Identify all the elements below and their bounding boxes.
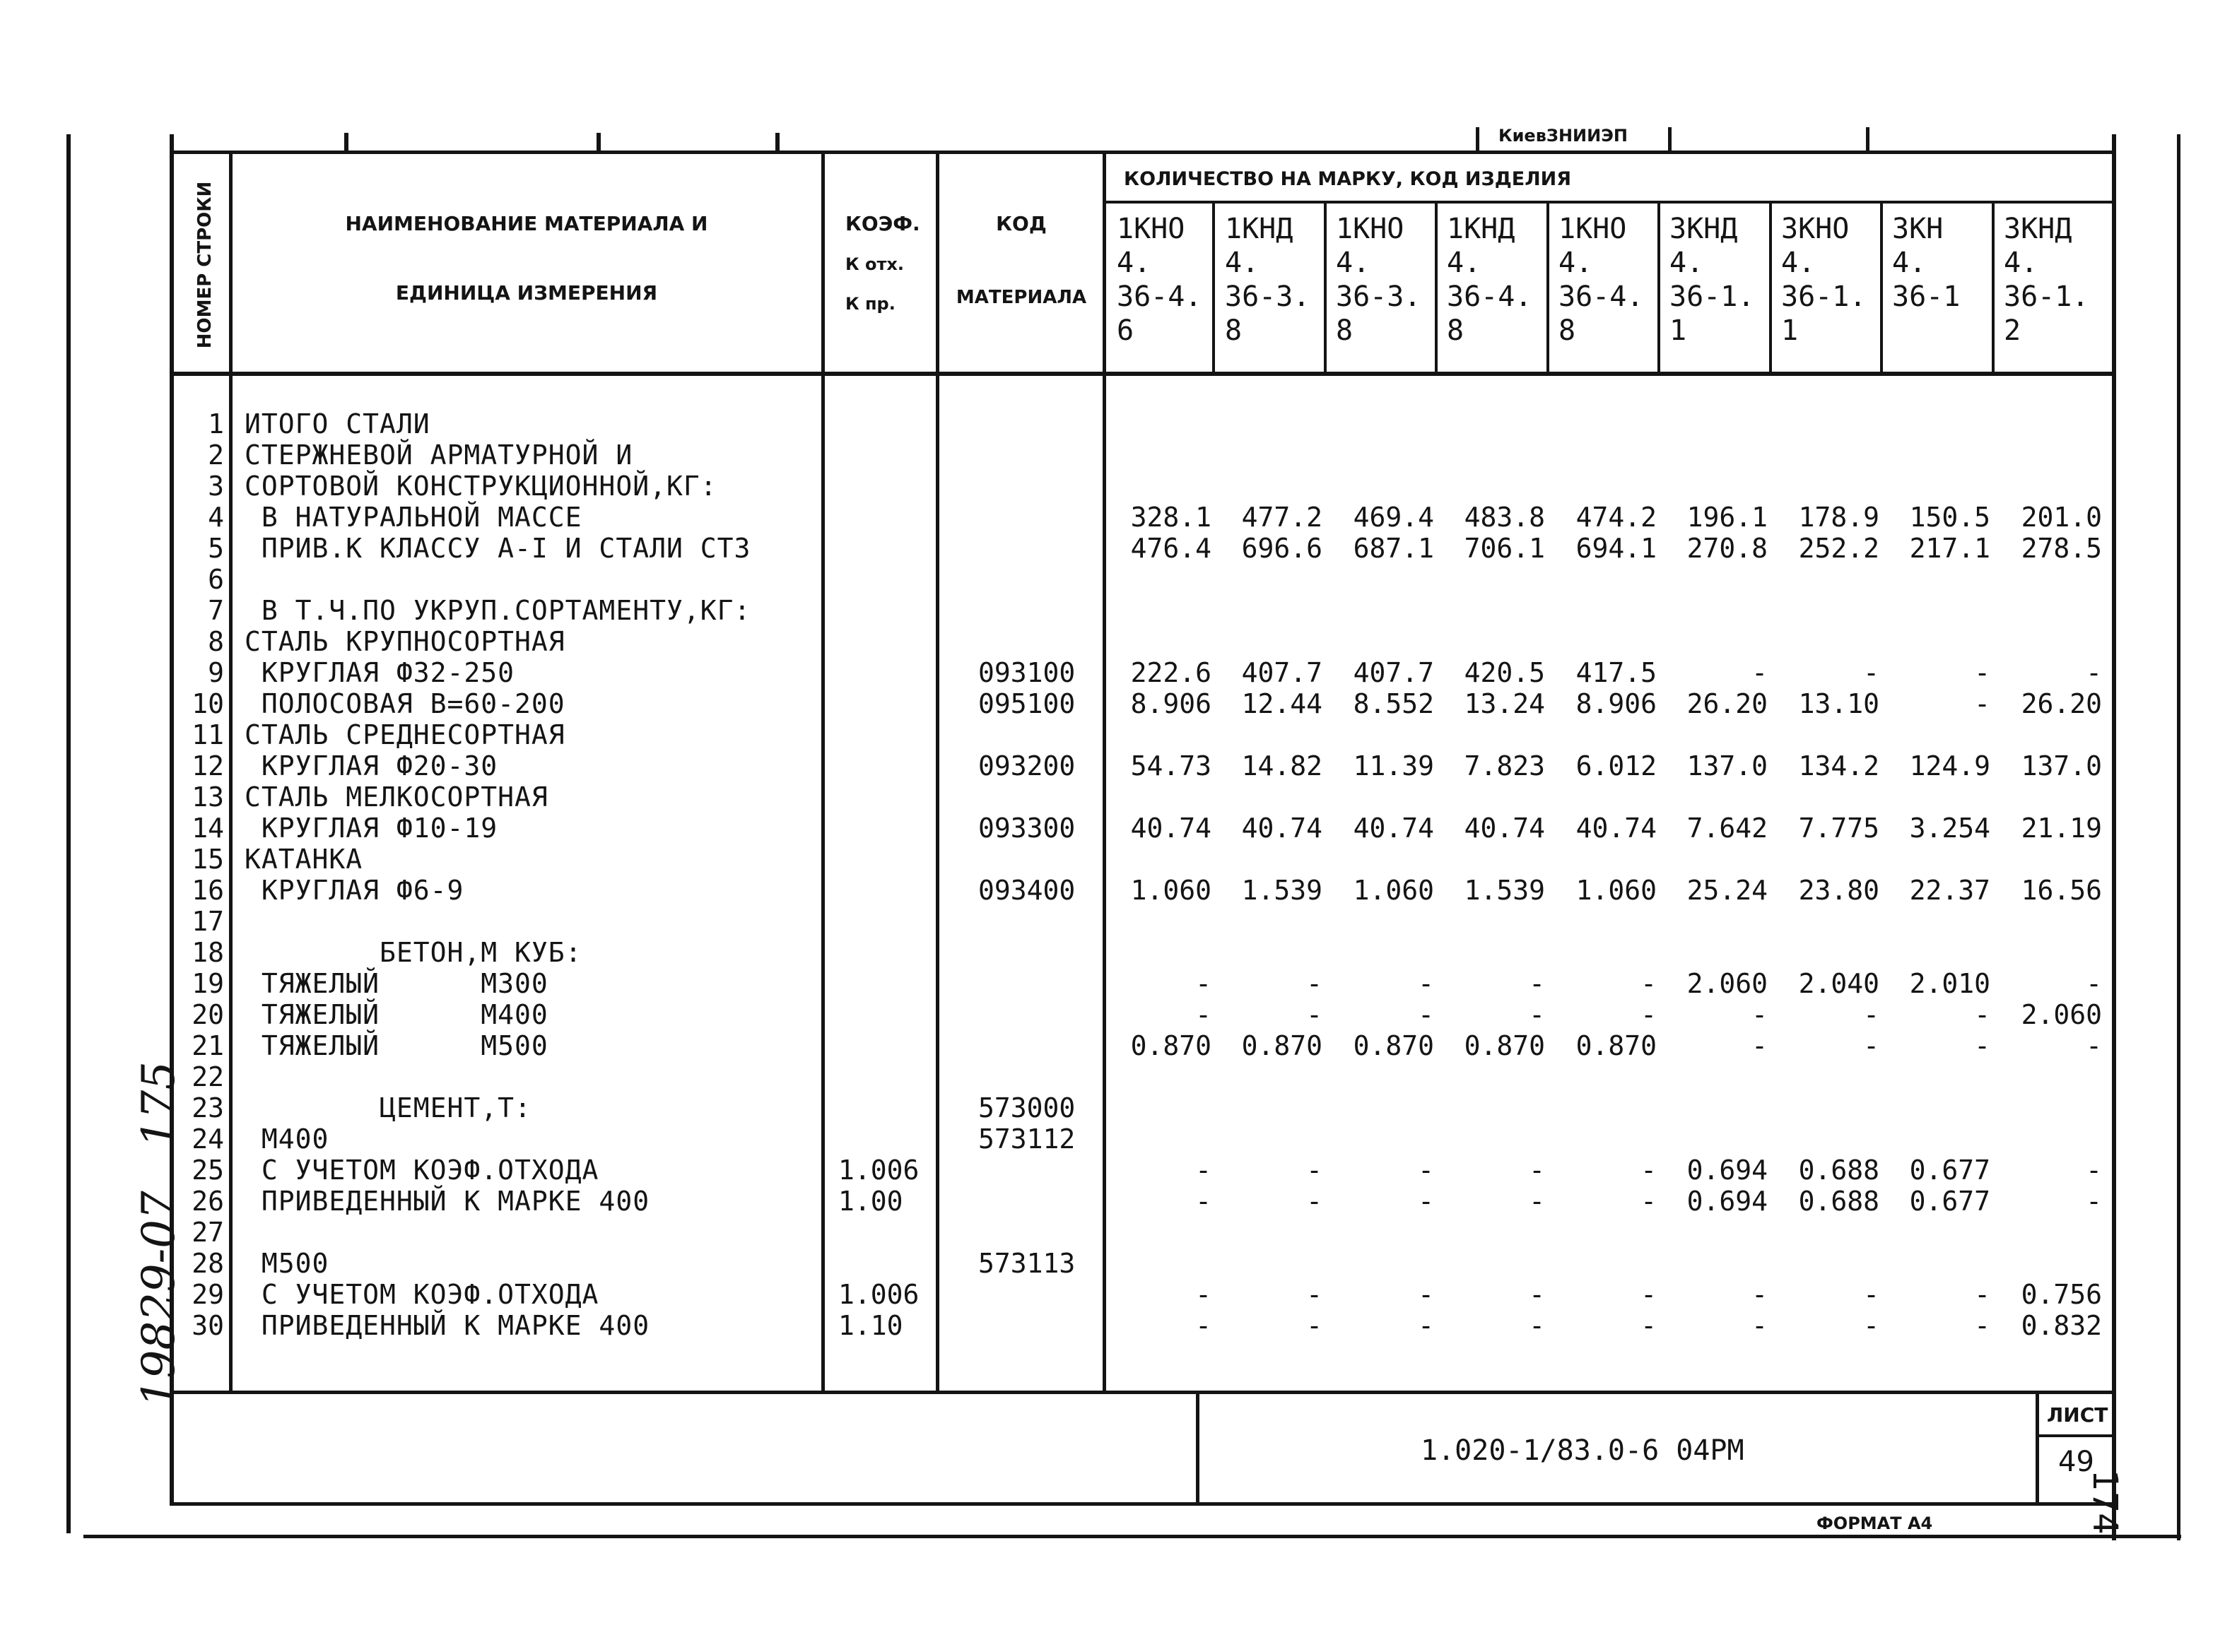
row-number: 10: [192, 688, 224, 719]
row-value: 1.539: [1241, 875, 1322, 906]
row-material-code: 093300: [978, 813, 1076, 844]
row-number: 25: [192, 1155, 224, 1186]
row-value: -: [1751, 1310, 1768, 1341]
product-col-7: 3КНО 4. 36-1. 1: [1781, 213, 1867, 347]
row-value: 8.906: [1575, 688, 1657, 719]
row-value: -: [1640, 999, 1657, 1030]
row-value: 417.5: [1575, 657, 1657, 688]
row-number: 7: [208, 595, 224, 626]
row-value: 7.642: [1686, 813, 1768, 844]
format-label: ФОРМАТ А4: [1816, 1514, 1933, 1533]
row-value: 0.756: [2021, 1279, 2102, 1310]
right-page-number: 174: [2085, 1470, 2125, 1535]
header-bottom-line: [170, 372, 2115, 376]
frame-top-tick-3: [775, 133, 780, 154]
row-value: 40.74: [1575, 813, 1657, 844]
row-value: 12.44: [1241, 688, 1322, 719]
row-value: -: [1529, 1155, 1545, 1186]
row-name: ПРИВЕДЕННЫЙ К МАРКЕ 400: [245, 1186, 650, 1217]
row-value: -: [1640, 968, 1657, 999]
row-value: -: [1751, 657, 1768, 688]
row-value: 483.8: [1464, 502, 1545, 533]
row-number: 4: [208, 502, 224, 533]
row-value: 178.9: [1798, 502, 1879, 533]
row-value: 137.0: [1686, 750, 1768, 781]
row-value: -: [1418, 968, 1434, 999]
row-material-code: 093200: [978, 750, 1076, 781]
row-value: 328.1: [1130, 502, 1211, 533]
row-number: 9: [208, 657, 224, 688]
row-value: -: [1974, 1310, 1990, 1341]
coef-header-line2: К отх.: [845, 254, 904, 274]
prod-col-line-4: [1546, 203, 1549, 373]
row-number-header: НОМЕР СТРОКИ: [194, 181, 216, 349]
frame-bottom: [83, 1535, 2181, 1538]
row-name: КРУГЛАЯ Ф6-9: [245, 875, 464, 906]
quantity-header-line: [1103, 201, 2115, 203]
row-value: 25.24: [1686, 875, 1768, 906]
row-value: -: [1418, 1155, 1434, 1186]
product-col-5: 1КНО 4. 36-4. 8: [1558, 213, 1644, 347]
product-col-6: 3КНД 4. 36-1. 1: [1669, 213, 1755, 347]
row-number: 13: [192, 781, 224, 813]
document-code: 1.020-1/83.0-6 04РМ: [1421, 1434, 1744, 1467]
row-value: -: [1529, 1279, 1545, 1310]
product-col-9: 3КНД 4. 36-1. 2: [2004, 213, 2089, 347]
row-value: -: [1974, 1279, 1990, 1310]
row-value: 23.80: [1798, 875, 1879, 906]
row-name: ЦЕМЕНТ,Т:: [245, 1092, 532, 1123]
row-value: 134.2: [1798, 750, 1879, 781]
row-value: 1.060: [1353, 875, 1434, 906]
row-value: 137.0: [2021, 750, 2102, 781]
row-value: 40.74: [1130, 813, 1211, 844]
row-number: 3: [208, 471, 224, 502]
row-name: ПРИВЕДЕННЫЙ К МАРКЕ 400: [245, 1310, 650, 1341]
row-value: -: [1751, 1030, 1768, 1061]
frame-right-outer: [2177, 134, 2180, 1540]
row-value: -: [2086, 1030, 2102, 1061]
row-number: 29: [192, 1279, 224, 1310]
row-number: 16: [192, 875, 224, 906]
row-value: 13.10: [1798, 688, 1879, 719]
row-name: СТАЛЬ СРЕДНЕСОРТНАЯ: [245, 719, 565, 750]
row-number: 17: [192, 906, 224, 937]
row-value: 0.870: [1353, 1030, 1434, 1061]
row-value: -: [1640, 1155, 1657, 1186]
row-value: 696.6: [1241, 533, 1322, 564]
row-number: 12: [192, 750, 224, 781]
row-value: -: [1863, 1310, 1879, 1341]
row-number: 27: [192, 1217, 224, 1248]
row-value: 0.870: [1464, 1030, 1545, 1061]
row-name: КРУГЛАЯ Ф32-250: [245, 657, 515, 688]
row-value: -: [1974, 688, 1990, 719]
row-value: -: [1640, 1310, 1657, 1341]
row-material-code: 093100: [978, 657, 1076, 688]
row-name: С УЧЕТОМ КОЭФ.ОТХОДА: [245, 1155, 599, 1186]
row-number: 22: [192, 1061, 224, 1092]
row-value: 278.5: [2021, 533, 2102, 564]
row-name: В НАТУРАЛЬНОЙ МАССЕ: [245, 502, 582, 533]
row-name: ИТОГО СТАЛИ: [245, 408, 430, 439]
row-number: 21: [192, 1030, 224, 1061]
row-value: -: [2086, 657, 2102, 688]
row-value: -: [1751, 1279, 1768, 1310]
row-name: СТАЛЬ МЕЛКОСОРТНАЯ: [245, 781, 548, 813]
row-number: 23: [192, 1092, 224, 1123]
prod-col-line-2: [1324, 203, 1327, 373]
row-number: 28: [192, 1248, 224, 1279]
row-value: 196.1: [1686, 502, 1768, 533]
prod-col-line-3: [1435, 203, 1438, 373]
row-value: 706.1: [1464, 533, 1545, 564]
row-value: -: [1863, 657, 1879, 688]
row-value: 1.060: [1575, 875, 1657, 906]
row-value: 407.7: [1353, 657, 1434, 688]
row-value: 476.4: [1130, 533, 1211, 564]
row-value: -: [1974, 1030, 1990, 1061]
stamp-divider-1: [1476, 127, 1479, 152]
row-value: -: [1195, 1186, 1211, 1217]
sheet-number: 49: [2058, 1446, 2094, 1478]
row-coefficient: 1.10: [838, 1310, 903, 1341]
row-value: -: [1195, 968, 1211, 999]
row-value: 474.2: [1575, 502, 1657, 533]
row-value: -: [1863, 1030, 1879, 1061]
row-name: ПОЛОСОВАЯ В=60-200: [245, 688, 565, 719]
row-name: КАТАНКА: [245, 844, 363, 875]
row-value: 2.060: [1686, 968, 1768, 999]
row-value: 222.6: [1130, 657, 1211, 688]
row-value: 7.823: [1464, 750, 1545, 781]
row-value: -: [2086, 968, 2102, 999]
row-material-code: 093400: [978, 875, 1076, 906]
col-line-rownum: [229, 152, 233, 1392]
product-col-3: 1КНО 4. 36-3. 8: [1336, 213, 1421, 347]
row-value: 3.254: [1909, 813, 1990, 844]
row-value: -: [1418, 1186, 1434, 1217]
row-value: 477.2: [1241, 502, 1322, 533]
row-value: -: [1195, 1279, 1211, 1310]
row-value: -: [1529, 968, 1545, 999]
row-value: -: [2086, 1155, 2102, 1186]
row-name: В Т.Ч.ПО УКРУП.СОРТАМЕНТУ,КГ:: [245, 595, 751, 626]
row-name: КРУГЛАЯ Ф20-30: [245, 750, 498, 781]
row-name: ТЯЖЕЛЫЙ М500: [245, 1030, 548, 1061]
row-value: 217.1: [1909, 533, 1990, 564]
code-header-line2: МАТЕРИАЛА: [956, 287, 1087, 308]
row-value: -: [1306, 1155, 1322, 1186]
title-block-bottom: [170, 1502, 2115, 1506]
frame-top-tick-1: [344, 133, 348, 154]
row-value: 0.694: [1686, 1155, 1768, 1186]
coef-header-line1: КОЭФ.: [845, 212, 920, 235]
sheet-box-mid: [2036, 1434, 2115, 1437]
row-value: -: [1640, 1279, 1657, 1310]
product-col-1: 1КНО 4. 36-4. 6: [1117, 213, 1202, 347]
frame-top-tick-2: [597, 133, 601, 154]
row-value: 11.39: [1353, 750, 1434, 781]
row-value: -: [1418, 999, 1434, 1030]
row-value: 8.552: [1353, 688, 1434, 719]
row-number: 26: [192, 1186, 224, 1217]
row-number: 18: [192, 937, 224, 968]
row-value: -: [1863, 999, 1879, 1030]
row-number: 2: [208, 439, 224, 471]
row-number: 6: [208, 564, 224, 595]
row-value: 1.060: [1130, 875, 1211, 906]
row-value: 0.688: [1798, 1155, 1879, 1186]
row-material-code: 573112: [978, 1123, 1076, 1155]
prod-col-line-1: [1212, 203, 1215, 373]
row-name: СТАЛЬ КРУПНОСОРТНАЯ: [245, 626, 565, 657]
row-number: 5: [208, 533, 224, 564]
prod-col-line-5: [1657, 203, 1660, 373]
row-value: 2.040: [1798, 968, 1879, 999]
row-value: 1.539: [1464, 875, 1545, 906]
row-number: 24: [192, 1123, 224, 1155]
row-value: 0.870: [1130, 1030, 1211, 1061]
row-value: 0.677: [1909, 1155, 1990, 1186]
row-value: -: [1195, 1155, 1211, 1186]
row-name: СОРТОВОЙ КОНСТРУКЦИОННОЙ,КГ:: [245, 471, 717, 502]
row-coefficient: 1.006: [838, 1155, 920, 1186]
stamp-divider-3: [1866, 127, 1869, 152]
row-value: 8.906: [1130, 688, 1211, 719]
title-block-divider: [1196, 1392, 1199, 1504]
left-handwritten-note: 19829-07 175: [132, 1061, 185, 1408]
row-material-code: 573000: [978, 1092, 1076, 1123]
row-value: 687.1: [1353, 533, 1434, 564]
row-value: 0.688: [1798, 1186, 1879, 1217]
frame-top: [170, 151, 2115, 154]
row-name: ПРИВ.К КЛАССУ А-I И СТАЛИ СТ3: [245, 533, 751, 564]
row-value: 54.73: [1130, 750, 1211, 781]
row-value: -: [1195, 999, 1211, 1030]
row-value: -: [1529, 999, 1545, 1030]
row-number: 8: [208, 626, 224, 657]
row-value: 40.74: [1353, 813, 1434, 844]
row-value: 22.37: [1909, 875, 1990, 906]
row-value: -: [2086, 1186, 2102, 1217]
product-col-8: 3КН 4. 36-1: [1892, 213, 1961, 313]
stamp-divider-2: [1668, 127, 1672, 152]
row-number: 30: [192, 1310, 224, 1341]
row-number: 19: [192, 968, 224, 999]
quantity-header: КОЛИЧЕСТВО НА МАРКУ, КОД ИЗДЕЛИЯ: [1124, 168, 1572, 190]
product-col-2: 1КНД 4. 36-3. 8: [1225, 213, 1310, 347]
row-value: -: [1418, 1279, 1434, 1310]
row-value: 0.870: [1241, 1030, 1322, 1061]
prod-col-line-6: [1769, 203, 1772, 373]
row-value: -: [1306, 1186, 1322, 1217]
row-value: 0.694: [1686, 1186, 1768, 1217]
sheet-box-left: [2036, 1392, 2039, 1504]
row-name: КРУГЛАЯ Ф10-19: [245, 813, 498, 844]
row-number: 15: [192, 844, 224, 875]
name-header-line1: НАИМЕНОВАНИЕ МАТЕРИАЛА И: [345, 212, 708, 235]
row-value: -: [1974, 657, 1990, 688]
row-name: ТЯЖЕЛЫЙ М300: [245, 968, 548, 999]
row-value: 2.010: [1909, 968, 1990, 999]
row-value: -: [1974, 999, 1990, 1030]
row-value: 0.832: [2021, 1310, 2102, 1341]
row-value: 270.8: [1686, 533, 1768, 564]
row-number: 11: [192, 719, 224, 750]
body-bottom-line: [170, 1391, 2115, 1394]
row-number: 1: [208, 408, 224, 439]
row-value: -: [1640, 1186, 1657, 1217]
row-value: 469.4: [1353, 502, 1434, 533]
prod-col-line-7: [1880, 203, 1883, 373]
row-value: 40.74: [1464, 813, 1545, 844]
row-value: 420.5: [1464, 657, 1545, 688]
row-coefficient: 1.00: [838, 1186, 903, 1217]
row-value: 21.19: [2021, 813, 2102, 844]
stamp-org-label: КиевЗНИИЭП: [1498, 126, 1628, 146]
row-value: 2.060: [2021, 999, 2102, 1030]
frame-right: [2112, 134, 2116, 1540]
code-header-line1: КОД: [996, 212, 1047, 235]
row-value: 26.20: [1686, 688, 1768, 719]
row-number: 14: [192, 813, 224, 844]
row-value: 201.0: [2021, 502, 2102, 533]
product-col-4: 1КНД 4. 36-4. 8: [1447, 213, 1532, 347]
row-name: ТЯЖЕЛЫЙ М400: [245, 999, 548, 1030]
row-number: 20: [192, 999, 224, 1030]
row-value: 14.82: [1241, 750, 1322, 781]
row-value: 16.56: [2021, 875, 2102, 906]
row-material-code: 573113: [978, 1248, 1076, 1279]
row-value: -: [1306, 968, 1322, 999]
row-name: СТЕРЖНЕВОЙ АРМАТУРНОЙ И: [245, 439, 633, 471]
row-value: 13.24: [1464, 688, 1545, 719]
row-value: -: [1529, 1186, 1545, 1217]
col-line-name: [821, 152, 825, 1392]
sheet-label: ЛИСТ: [2047, 1403, 2108, 1427]
row-value: -: [1306, 999, 1322, 1030]
row-value: -: [1418, 1310, 1434, 1341]
row-coefficient: 1.006: [838, 1279, 920, 1310]
row-name: С УЧЕТОМ КОЭФ.ОТХОДА: [245, 1279, 599, 1310]
row-value: -: [1751, 999, 1768, 1030]
row-value: 407.7: [1241, 657, 1322, 688]
name-header-line2: ЕДИНИЦА ИЗМЕРЕНИЯ: [395, 281, 658, 305]
row-name: М400: [245, 1123, 329, 1155]
row-value: 124.9: [1909, 750, 1990, 781]
row-value: -: [1306, 1279, 1322, 1310]
row-value: 0.677: [1909, 1186, 1990, 1217]
row-value: -: [1863, 1279, 1879, 1310]
row-value: -: [1529, 1310, 1545, 1341]
row-value: 252.2: [1798, 533, 1879, 564]
coef-header-line3: К пр.: [845, 294, 896, 314]
row-value: -: [1306, 1310, 1322, 1341]
row-name: М500: [245, 1248, 329, 1279]
row-value: 26.20: [2021, 688, 2102, 719]
row-name: БЕТОН,М КУБ:: [245, 937, 582, 968]
row-value: 7.775: [1798, 813, 1879, 844]
row-value: 6.012: [1575, 750, 1657, 781]
row-value: 40.74: [1241, 813, 1322, 844]
row-material-code: 095100: [978, 688, 1076, 719]
row-value: 694.1: [1575, 533, 1657, 564]
col-line-coef: [936, 152, 939, 1392]
row-value: -: [1195, 1310, 1211, 1341]
frame-left-outer: [66, 134, 71, 1533]
prod-col-line-8: [1992, 203, 1995, 373]
row-value: 150.5: [1909, 502, 1990, 533]
row-value: 0.870: [1575, 1030, 1657, 1061]
